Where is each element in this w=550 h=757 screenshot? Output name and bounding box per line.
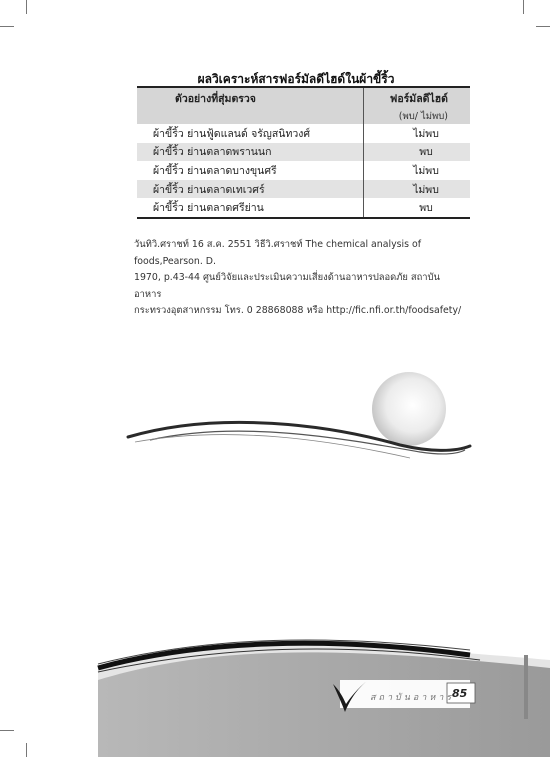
- footer-institute-text: สถาบันอาหาร: [370, 693, 455, 703]
- result-cell: ไม่พบ: [413, 127, 439, 140]
- sample-cell: ผ้าขี้ริ้ว ย่านฟู้ดแลนด์ จรัญสนิทวงศ์: [137, 124, 364, 143]
- table-title: ผลวิเคราะห์สารฟอร์มัลดีไฮด์ในผ้าขี้ริ้ว: [197, 72, 395, 86]
- header-result-sub: (พบ/ ไม่พบ): [398, 110, 448, 122]
- header-sample: ตัวอย่างที่สุ่มตรวจ: [137, 87, 364, 108]
- footer-band: [98, 652, 550, 757]
- page-number: 85: [452, 687, 468, 700]
- sample-cell: ผ้าขี้ริ้ว ย่านตลาดพรานนก: [137, 143, 364, 162]
- source-line: 1970, p.43-44 ศูนย์วิจัยและประเมินความเสี่ยงด้านอาหารปลอดภัย สถาบันอาหาร: [134, 272, 440, 300]
- sample-cell: ผ้าขี้ริ้ว ย่านตลาดศรีย่าน: [137, 198, 364, 218]
- result-cell: ไม่พบ: [413, 164, 439, 177]
- source-line: วันทิวิ.ศราชท์ 16 ส.ค. 2551 วิธีวิ.ศราชท์ The chemical analysis of foods,Pearson. D.: [134, 239, 422, 267]
- header-result: ฟอร์มัลดีไฮด์: [389, 92, 448, 105]
- result-cell: พบ: [419, 146, 433, 159]
- sample-cell: ผ้าขี้ริ้ว ย่านตลาดเทเวศร์: [137, 180, 364, 199]
- sample-cell: ผ้าขี้ริ้ว ย่านตลาดบางขุนศรี: [137, 161, 364, 180]
- result-cell: ไม่พบ: [413, 183, 439, 196]
- sphere-graphic: [372, 372, 446, 446]
- source-line: กระทรวงอุตสาหกรรม โทร. 0 28868088 หรือ http://fic.nfi.or.th/foodsafety/: [134, 305, 462, 316]
- result-cell: พบ: [419, 202, 433, 215]
- footer-edge-bar: [524, 655, 528, 719]
